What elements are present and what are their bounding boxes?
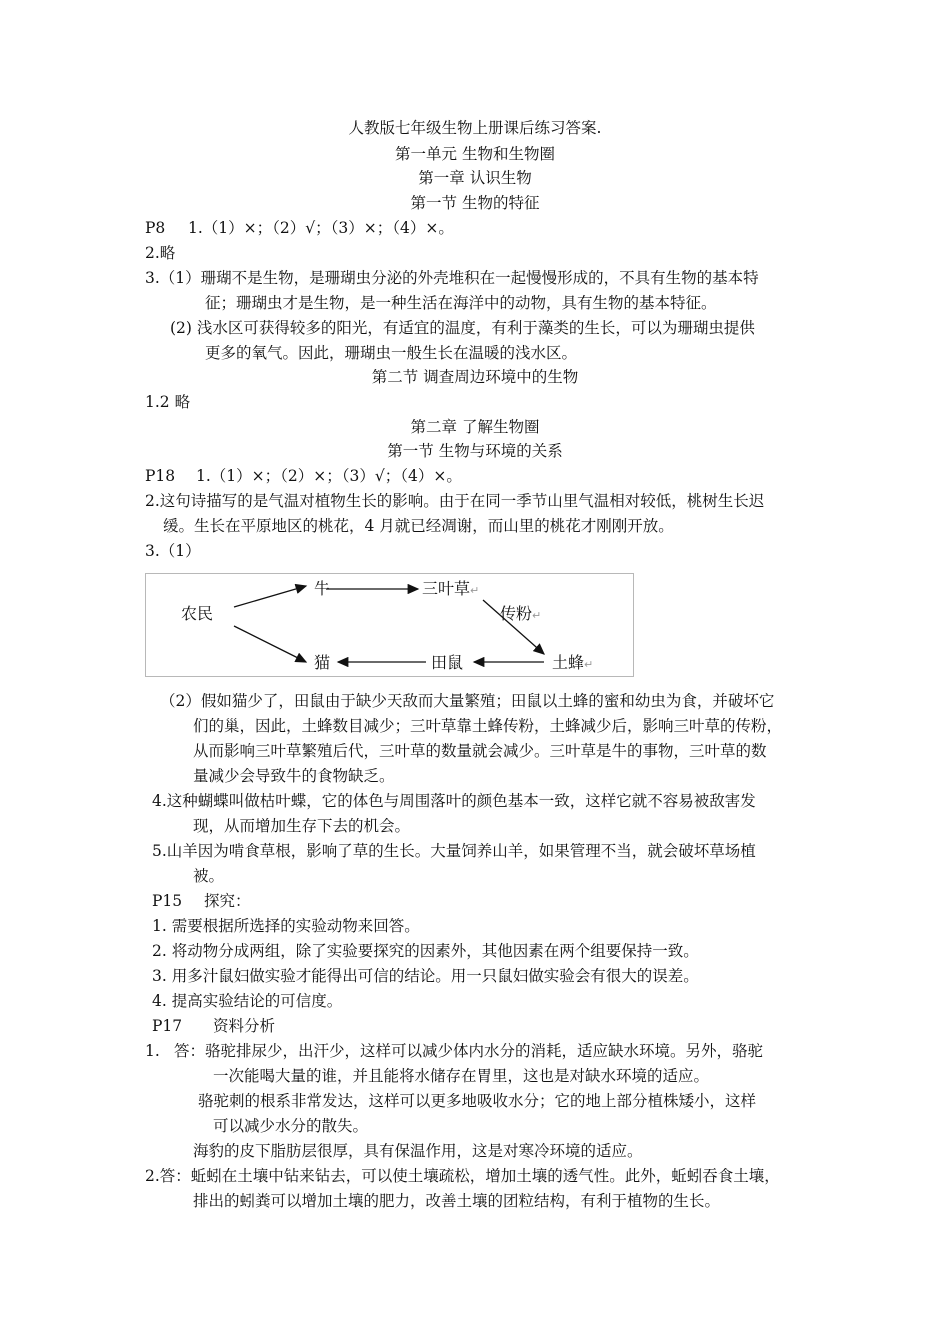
node-clover: 三叶草↵ [422,579,480,598]
p18-answer-2-line1: 2.这句诗描写的是气温对植物生长的影响。由于在同一季节山里气温相对较低，桃树生长迟 [145,492,765,510]
p18-answer-3-label: 3.（1） [145,542,201,560]
p8-answer-2: 2.略 [145,244,176,262]
p17-answer-1-line2: 一次能喝大量的谁，并且能将水储存在胃里，这也是对缺水环境的适应。 [213,1067,710,1085]
p8-answer-1: 1.（1）×；（2）√；（3）×；（4）×。 [188,219,454,237]
p8-answer-3-2-line1: (2) 浅水区可获得较多的阳光，有适宜的温度，有利于藻类的生长，可以为珊瑚虫提供 [170,319,755,337]
page-ref-p8: P8 [145,219,166,237]
document-title: 人教版七年级生物上册课后练习答案. [348,119,602,137]
page-ref-p18: P18 [145,467,176,485]
arrow-farmer-to-cat [234,626,306,662]
p17-answer-1-line3: 骆驼刺的根系非常发达，这样可以更多地吸收水分；它的地上部分植株矮小，这样 [198,1092,757,1110]
p8-answer-3-2-line2: 更多的氧气。因此，珊瑚虫一般生长在温暖的浅水区。 [205,344,578,362]
q3-2-line1: （2）假如猫少了，田鼠由于缺少天敌而大量繁殖；田鼠以土蜂的蜜和幼虫为食，并破坏它 [160,692,775,710]
p15-title: 探究： [204,892,251,910]
section-heading-2-1: 第一节 生物与环境的关系 [387,442,563,460]
node-farmer: 农民 [181,604,214,623]
p17-answer-1-number: 1. [145,1042,160,1060]
node-cattle: 牛 [314,579,331,598]
section-heading-1-2: 第二节 调查周边环境中的生物 [371,368,579,386]
unit-heading: 第一单元 生物和生物圈 [395,145,555,163]
q4-line2: 现，从而增加生存下去的机会。 [193,817,411,835]
section-heading-1-1: 第一节 生物的特征 [410,194,540,212]
page-ref-p15: P15 [152,892,183,910]
p15-item-3: 3. 用多汁鼠妇做实验才能得出可信的结论。用一只鼠妇做实验会有很大的误差。 [152,967,699,985]
p8-answer-3-1-line2: 征；珊瑚虫才是生物，是一种生活在海洋中的动物，具有生物的基本特征。 [205,294,717,312]
p17-answer-1-line4: 可以减少水分的散失。 [213,1117,369,1135]
p15-item-4: 4. 提高实验结论的可信度。 [152,992,343,1010]
page-ref-p17: P17 [152,1017,183,1035]
p15-item-1: 1. 需要根据所选择的实验动物来回答。 [152,917,420,935]
node-cat: 猫 [314,653,331,672]
node-pollination: 传粉↵ [500,604,542,623]
p8-answer-3-1-line1: 3.（1）珊瑚不是生物，是珊瑚虫分泌的外壳堆积在一起慢慢形成的，不具有生物的基本特 [145,269,759,287]
paragraph-mark-icon: ↵ [470,584,480,597]
q3-2-line2: 们的巢，因此，土蜂数目减少；三叶草靠土蜂传粉，土蜂减少后，影响三叶草的传粉， [193,717,783,735]
section-1-2-answer: 1.2 略 [145,393,191,411]
chapter-heading-2: 第二章 了解生物圈 [410,418,540,436]
q3-2-line4: 量减少会导致牛的食物缺乏。 [193,767,395,785]
arrow-farmer-to-cattle [234,586,306,607]
q3-2-line3: 从而影响三叶草繁殖后代，三叶草的数量就会减少。三叶草是牛的事物，三叶草的数 [193,742,767,760]
p17-answer-2-line1: 2.答：蚯蚓在土壤中钻来钻去，可以使土壤疏松，增加土壤的透气性。此外，蚯蚓吞食土壤， [145,1167,780,1185]
q5-line2: 被。 [193,867,225,885]
p17-answer-1-line5: 海豹的皮下脂肪层很厚，具有保温作用，这是对寒冷环境的适应。 [193,1142,643,1160]
node-fieldmouse: 田鼠 [431,653,464,672]
p18-answer-2-line2: 缓。生长在平原地区的桃花，4 月就已经凋谢，而山里的桃花才刚刚开放。 [163,517,674,535]
food-web-diagram [145,573,634,677]
p18-answer-1: 1.（1）×；（2）×；（3）√；（4）×。 [196,467,462,485]
p17-answer-2-line2: 排出的蚓粪可以增加土壤的肥力，改善土壤的团粒结构，有利于植物的生长。 [193,1192,721,1210]
q5-line1: 5.山羊因为啃食草根，影响了草的生长。大量饲养山羊，如果管理不当，就会破坏草场植 [152,842,756,860]
p17-answer-1-line1: 答：骆驼排尿少，出汗少，这样可以减少体内水分的消耗，适应缺水环境。另外，骆驼 [174,1042,764,1060]
paragraph-mark-icon: ↵ [584,658,594,671]
node-bee: 土蜂↵ [552,653,594,672]
chapter-heading-1: 第一章 认识生物 [418,169,532,187]
paragraph-mark-icon: ↵ [532,609,542,622]
p15-item-2: 2. 将动物分成两组，除了实验要探究的因素外，其他因素在两个组要保持一致。 [152,942,699,960]
q4-line1: 4.这种蝴蝶叫做枯叶蝶，它的体色与周围落叶的颜色基本一致，这样它就不容易被敌害发 [152,792,756,810]
p17-title: 资料分析 [213,1017,276,1035]
